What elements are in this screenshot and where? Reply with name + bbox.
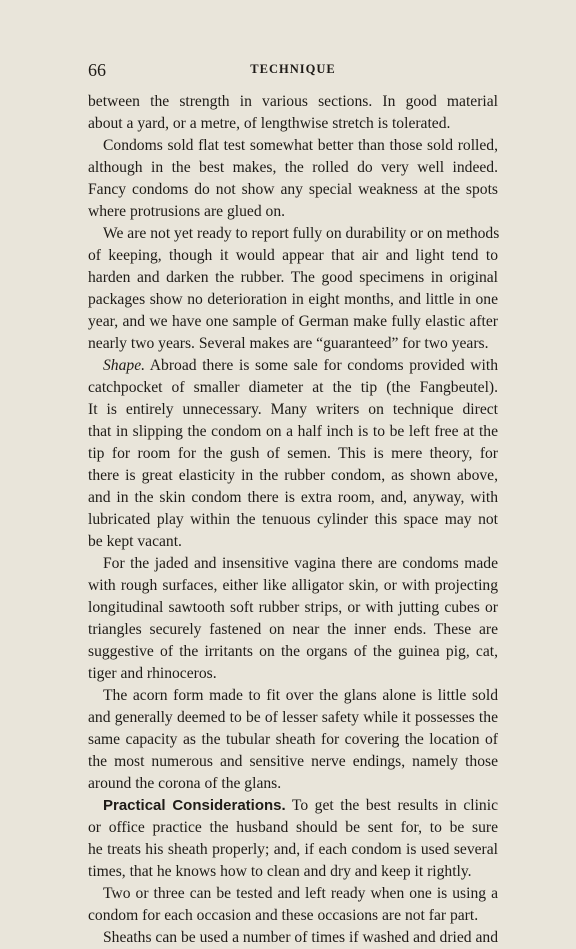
- text-line: [88, 245, 498, 267]
- text-line: [103, 355, 498, 377]
- line-text: tiger and rhinoceros.: [88, 665, 217, 682]
- line-text: around the corona of the glans.: [88, 775, 282, 792]
- text-line: [88, 905, 498, 927]
- line-text: We are not yet ready to report fully on durability or on methods: [103, 225, 500, 242]
- text-line: [88, 861, 498, 883]
- line-text: and generally deemed to be of lesser safety while it possesses the: [88, 709, 498, 726]
- line-text: and in the skin condom there is extra room, and, anyway, with: [88, 489, 498, 506]
- text-line: [103, 927, 498, 949]
- line-text: condom for each occasion and these occasions are not far part.: [88, 907, 479, 924]
- text-line: [88, 707, 498, 729]
- text-line: [88, 663, 498, 685]
- line-text: or office practice the husband should be sent for, to be sure: [88, 819, 498, 836]
- line-text: where protrusions are glued on.: [88, 203, 286, 220]
- text-line: [88, 399, 498, 421]
- line-text: It is entirely unnecessary. Many writers on technique direct: [88, 401, 498, 418]
- text-line: [88, 377, 498, 399]
- line-text: with rough surfaces, either like alligator skin, or with projecting: [88, 577, 498, 594]
- line-text: lubricated play within the tenuous cylinder this space may not: [88, 511, 498, 528]
- text-line: [88, 597, 498, 619]
- text-line: [103, 795, 498, 817]
- text-line: [88, 751, 498, 773]
- text-line: [88, 421, 498, 443]
- text-line: [88, 113, 498, 135]
- line-text: the most numerous and sensitive nerve endings, namely those: [88, 753, 498, 770]
- line-text: he treats his sheath properly; and, if each condom is used several: [88, 841, 498, 858]
- line-text: catchpocket of smaller diameter at the tip (the Fangbeutel).: [88, 379, 498, 396]
- line-text: be kept vacant.: [88, 533, 182, 550]
- text-line: [88, 289, 498, 311]
- line-text: Condoms sold flat test somewhat better than those sold rolled,: [103, 137, 498, 154]
- text-line: [103, 223, 498, 245]
- line-text: The acorn form made to fit over the glans alone is little sold: [103, 687, 498, 704]
- text-line: [88, 729, 498, 751]
- text-line: [88, 179, 498, 201]
- page-header: [88, 60, 498, 82]
- line-text: times, that he knows how to clean and dry and keep it rightly.: [88, 863, 472, 880]
- line-text: harden and darken the rubber. The good specimens in original: [88, 269, 498, 286]
- line-text: although in the best makes, the rolled do very well indeed.: [88, 159, 498, 176]
- line-text: year, and we have one sample of German make fully elastic after: [88, 313, 498, 330]
- text-line: [88, 619, 498, 641]
- text-line: [103, 883, 498, 905]
- text-line: [88, 773, 498, 795]
- text-line: [88, 641, 498, 663]
- bold-heading: Practical Considerations.: [103, 797, 286, 814]
- line-text: Two or three can be tested and left ready when one is using a: [103, 885, 498, 902]
- line-text: Fancy condoms do not show any special weakness at the spots: [88, 181, 498, 198]
- line-text: packages show no deterioration in eight months, and little in one: [88, 291, 498, 308]
- running-head: TECHNIQUE: [250, 62, 336, 76]
- text-line: [88, 311, 498, 333]
- text-line: [88, 201, 498, 223]
- italic-heading: Shape.: [103, 357, 146, 374]
- text-line: [88, 575, 498, 597]
- text-line: [103, 553, 498, 575]
- text-line: [88, 443, 498, 465]
- line-text: suggestive of the irritants on the organs of the guinea pig, cat,: [88, 643, 498, 660]
- text-line: [88, 91, 498, 113]
- line-text: Abroad there is some sale for condoms provided with: [145, 357, 498, 374]
- line-text: same capacity as the tubular sheath for covering the location of: [88, 731, 498, 748]
- line-text: For the jaded and insensitive vagina there are condoms made: [103, 555, 498, 572]
- line-text: triangles securely fastened on near the inner ends. These are: [88, 621, 498, 638]
- page-number: 66: [88, 60, 106, 80]
- text-line: [88, 509, 498, 531]
- line-text: about a yard, or a metre, of lengthwise stretch is tolerated.: [88, 115, 451, 132]
- text-line: [88, 817, 498, 839]
- line-text: To get the best results in clinic: [285, 797, 498, 814]
- text-line: [88, 839, 498, 861]
- text-line: [88, 465, 498, 487]
- text-line: [88, 487, 498, 509]
- line-text: Sheaths can be used a number of times if washed and dried and: [103, 929, 498, 946]
- line-text: between the strength in various sections. In good material: [88, 93, 498, 110]
- line-text: that in slipping the condom on a half inch is to be left free at the: [88, 423, 498, 440]
- text-line: [88, 333, 498, 355]
- line-text: tip for room for the gush of semen. This is mere theory, for: [88, 445, 498, 462]
- text-line: [103, 135, 498, 157]
- line-text: longitudinal sawtooth soft rubber strips, or with jutting cubes or: [88, 599, 498, 616]
- line-text: of keeping, though it would appear that air and light tend to: [88, 247, 498, 264]
- text-line: [103, 685, 498, 707]
- text-line: [88, 267, 498, 289]
- line-text: nearly two years. Several makes are “guaranteed” for two years.: [88, 335, 489, 352]
- text-line: [88, 531, 498, 553]
- line-text: there is great elasticity in the rubber condom, as shown above,: [88, 467, 498, 484]
- text-line: [88, 157, 498, 179]
